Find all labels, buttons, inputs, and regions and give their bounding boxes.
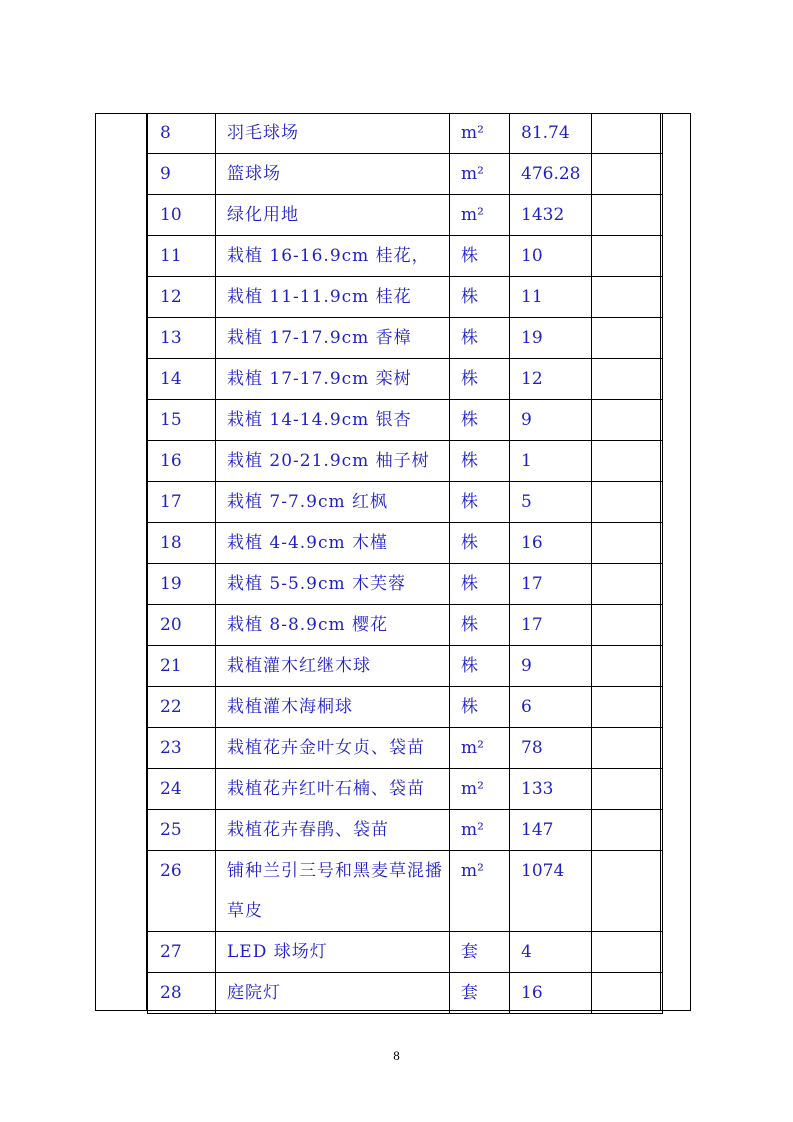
- row-number: 25: [148, 810, 216, 851]
- item-name: 栽植 5-5.9cm 木芙蓉: [216, 564, 450, 605]
- item-unit: 株: [450, 359, 510, 400]
- table-row: [148, 932, 663, 973]
- row-number: 14: [148, 359, 216, 400]
- table-row: [148, 564, 663, 605]
- table-row: [148, 400, 663, 441]
- item-quantity: 19: [510, 318, 592, 359]
- item-quantity: 6: [510, 687, 592, 728]
- item-unit: 株: [450, 441, 510, 482]
- row-number: 20: [148, 605, 216, 646]
- item-name: 栽植 17-17.9cm 香樟: [216, 318, 450, 359]
- row-number: 24: [148, 769, 216, 810]
- item-unit: 株: [450, 236, 510, 277]
- item-note: [592, 195, 663, 236]
- page-number: 8: [393, 1048, 400, 1063]
- item-note: [592, 400, 663, 441]
- item-name: 栽植 14-14.9cm 银杏: [216, 400, 450, 441]
- item-unit: 株: [450, 605, 510, 646]
- item-name: 绿化用地: [216, 195, 450, 236]
- items-table: [147, 113, 663, 1014]
- item-unit: 株: [450, 523, 510, 564]
- item-quantity: 16: [510, 973, 592, 1014]
- table-row: [148, 769, 663, 810]
- item-name: 羽毛球场: [216, 113, 450, 154]
- item-quantity: 16: [510, 523, 592, 564]
- item-quantity: 10: [510, 236, 592, 277]
- item-name: 栽植花卉金叶女贞、袋苗: [216, 728, 450, 769]
- item-note: [592, 318, 663, 359]
- item-name: 铺种兰引三号和黑麦草混播草皮: [216, 851, 450, 932]
- table-row: [148, 277, 663, 318]
- item-name: 栽植花卉红叶石楠、袋苗: [216, 769, 450, 810]
- row-number: 10: [148, 195, 216, 236]
- item-note: [592, 154, 663, 195]
- item-unit: 株: [450, 687, 510, 728]
- table-row: [148, 318, 663, 359]
- row-number: 28: [148, 973, 216, 1014]
- table-left-column: [95, 113, 147, 1011]
- item-quantity: 12: [510, 359, 592, 400]
- item-note: [592, 359, 663, 400]
- item-unit: 株: [450, 482, 510, 523]
- item-unit: 株: [450, 564, 510, 605]
- row-number: 15: [148, 400, 216, 441]
- item-unit: m²: [450, 810, 510, 851]
- item-unit: m²: [450, 728, 510, 769]
- item-name: 栽植 16-16.9cm 桂花，: [216, 236, 450, 277]
- table-row: [148, 195, 663, 236]
- item-note: [592, 605, 663, 646]
- row-number: 23: [148, 728, 216, 769]
- table-row: [148, 973, 663, 1014]
- item-quantity: 9: [510, 400, 592, 441]
- item-quantity: 1432: [510, 195, 592, 236]
- item-note: [592, 277, 663, 318]
- item-quantity: 147: [510, 810, 592, 851]
- table-row: [148, 523, 663, 564]
- table-row: [148, 154, 663, 195]
- item-note: [592, 646, 663, 687]
- item-quantity: 81.74: [510, 113, 592, 154]
- item-name: 栽植灌木红继木球: [216, 646, 450, 687]
- table-row: [148, 441, 663, 482]
- item-unit: m²: [450, 195, 510, 236]
- item-quantity: 5: [510, 482, 592, 523]
- table-row: [148, 728, 663, 769]
- item-quantity: 133: [510, 769, 592, 810]
- item-name: 栽植 7-7.9cm 红枫: [216, 482, 450, 523]
- row-number: 19: [148, 564, 216, 605]
- item-note: [592, 523, 663, 564]
- item-unit: 株: [450, 318, 510, 359]
- table-row: [148, 236, 663, 277]
- row-number: 16: [148, 441, 216, 482]
- item-note: [592, 769, 663, 810]
- row-number: 22: [148, 687, 216, 728]
- table-row: [148, 687, 663, 728]
- row-number: 9: [148, 154, 216, 195]
- row-number: 21: [148, 646, 216, 687]
- table-row: [148, 482, 663, 523]
- item-unit: m²: [450, 851, 510, 932]
- item-name: 栽植 17-17.9cm 栾树: [216, 359, 450, 400]
- item-note: [592, 687, 663, 728]
- row-number: 27: [148, 932, 216, 973]
- item-name: 篮球场: [216, 154, 450, 195]
- item-quantity: 17: [510, 564, 592, 605]
- item-unit: 套: [450, 973, 510, 1014]
- table-row: [148, 605, 663, 646]
- item-quantity: 1: [510, 441, 592, 482]
- item-note: [592, 728, 663, 769]
- item-note: [592, 564, 663, 605]
- table-row: [148, 113, 663, 154]
- item-note: [592, 932, 663, 973]
- item-quantity: 11: [510, 277, 592, 318]
- item-note: [592, 973, 663, 1014]
- row-number: 11: [148, 236, 216, 277]
- item-quantity: 78: [510, 728, 592, 769]
- table-row: [148, 810, 663, 851]
- row-number: 12: [148, 277, 216, 318]
- item-unit: 套: [450, 932, 510, 973]
- table-row: [148, 851, 663, 932]
- table-row: [148, 646, 663, 687]
- item-note: [592, 441, 663, 482]
- item-quantity: 9: [510, 646, 592, 687]
- item-name: 栽植花卉春鹃、袋苗: [216, 810, 450, 851]
- item-note: [592, 113, 663, 154]
- item-unit: m²: [450, 154, 510, 195]
- item-name: LED 球场灯: [216, 932, 450, 973]
- row-number: 18: [148, 523, 216, 564]
- item-name: 栽植灌木海桐球: [216, 687, 450, 728]
- table-right-column: [660, 113, 691, 1011]
- item-note: [592, 236, 663, 277]
- item-unit: 株: [450, 400, 510, 441]
- item-name: 庭院灯: [216, 973, 450, 1014]
- row-number: 8: [148, 113, 216, 154]
- item-unit: m²: [450, 113, 510, 154]
- item-unit: m²: [450, 769, 510, 810]
- item-note: [592, 810, 663, 851]
- item-quantity: 17: [510, 605, 592, 646]
- item-quantity: 476.28: [510, 154, 592, 195]
- item-unit: 株: [450, 646, 510, 687]
- item-name: 栽植 11-11.9cm 桂花: [216, 277, 450, 318]
- table-row: [148, 359, 663, 400]
- row-number: 26: [148, 851, 216, 932]
- row-number: 17: [148, 482, 216, 523]
- row-number: 13: [148, 318, 216, 359]
- item-note: [592, 851, 663, 932]
- item-unit: 株: [450, 277, 510, 318]
- item-quantity: 1074: [510, 851, 592, 932]
- item-name: 栽植 4-4.9cm 木槿: [216, 523, 450, 564]
- item-note: [592, 482, 663, 523]
- item-name: 栽植 8-8.9cm 樱花: [216, 605, 450, 646]
- item-name: 栽植 20-21.9cm 柚子树: [216, 441, 450, 482]
- item-quantity: 4: [510, 932, 592, 973]
